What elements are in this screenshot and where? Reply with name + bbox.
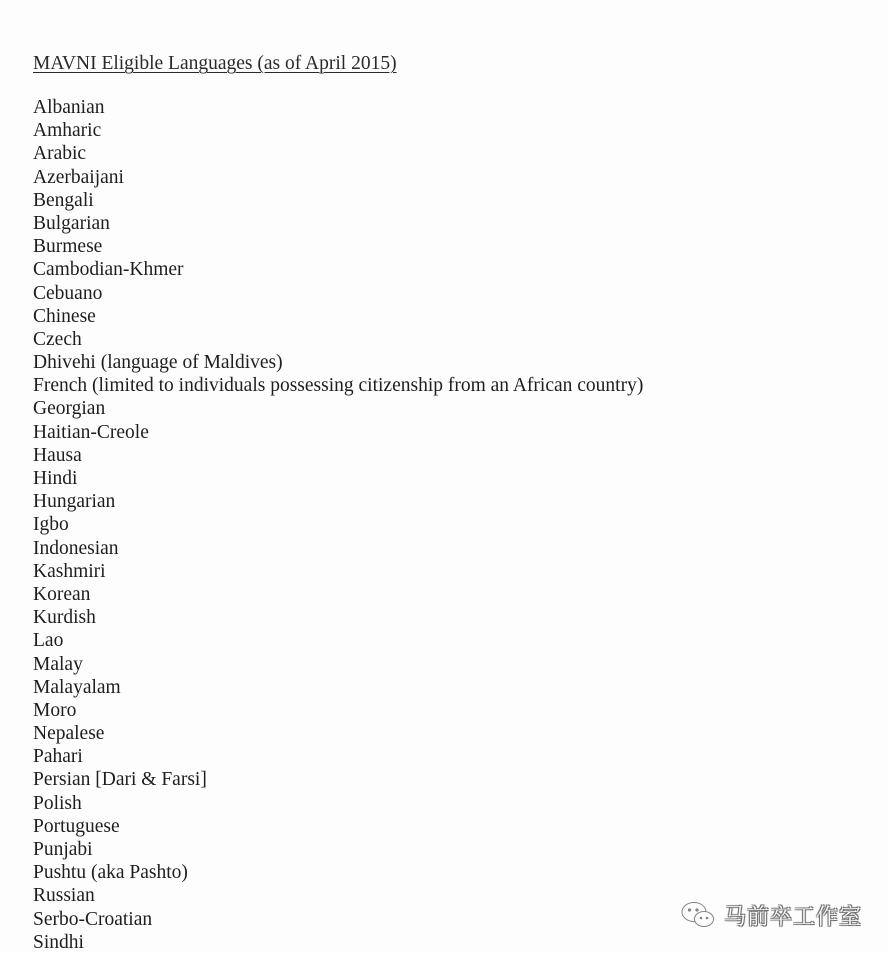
language-item: Hungarian [33, 491, 116, 513]
language-item: Indonesian [33, 537, 119, 559]
language-item: Hindi [33, 468, 78, 489]
language-item: Kashmiri [33, 560, 106, 582]
language-item: Cebuano [33, 282, 103, 304]
language-item: Burmese [33, 236, 103, 258]
language-item: Arabic [33, 143, 87, 165]
language-item: Portuguese [33, 815, 120, 837]
language-item: Pushtu (aka Pashto) [33, 862, 188, 884]
language-item: Albanian [33, 97, 105, 118]
language-item: Malay [33, 653, 83, 675]
language-item: Pahari [33, 746, 83, 768]
language-item: Georgian [33, 398, 106, 420]
language-item: Chinese [33, 305, 96, 327]
document-title: MAVNI Eligible Languages (as of April 2015) [33, 53, 397, 74]
chat-bubble-icon [680, 900, 716, 930]
language-item: French (limited to individuals possessing citizenship from an African country) [33, 375, 644, 397]
watermark [680, 898, 862, 932]
language-item: Bulgarian [33, 212, 110, 234]
language-item: Kurdish [33, 607, 96, 629]
language-item: Moro [33, 699, 77, 721]
language-item: Punjabi [33, 839, 93, 860]
language-item: Polish [33, 792, 82, 814]
language-item: Cambodian-Khmer [33, 259, 184, 281]
language-item: Russian [33, 885, 95, 907]
language-item: Bengali [33, 189, 94, 211]
language-item: Azerbaijani [33, 166, 124, 188]
language-list [33, 96, 643, 954]
watermark-text: 马前卒工作室 [723, 904, 862, 930]
language-item: Hausa [33, 444, 82, 466]
language-item: Persian [Dari & Farsi] [33, 769, 207, 791]
language-item: Lao [33, 630, 64, 652]
language-item: Sindhi [33, 931, 84, 953]
language-item: Korean [33, 583, 91, 605]
language-item: Malayalam [33, 676, 121, 698]
language-item: Czech [33, 328, 82, 350]
language-item: Dhivehi (language of Maldives) [33, 352, 283, 374]
language-item: Nepalese [33, 723, 105, 745]
language-item: Amharic [33, 120, 102, 142]
language-item: Igbo [33, 514, 69, 536]
language-item: Haitian-Creole [33, 421, 149, 443]
language-item: Serbo-Croatian [33, 908, 153, 930]
